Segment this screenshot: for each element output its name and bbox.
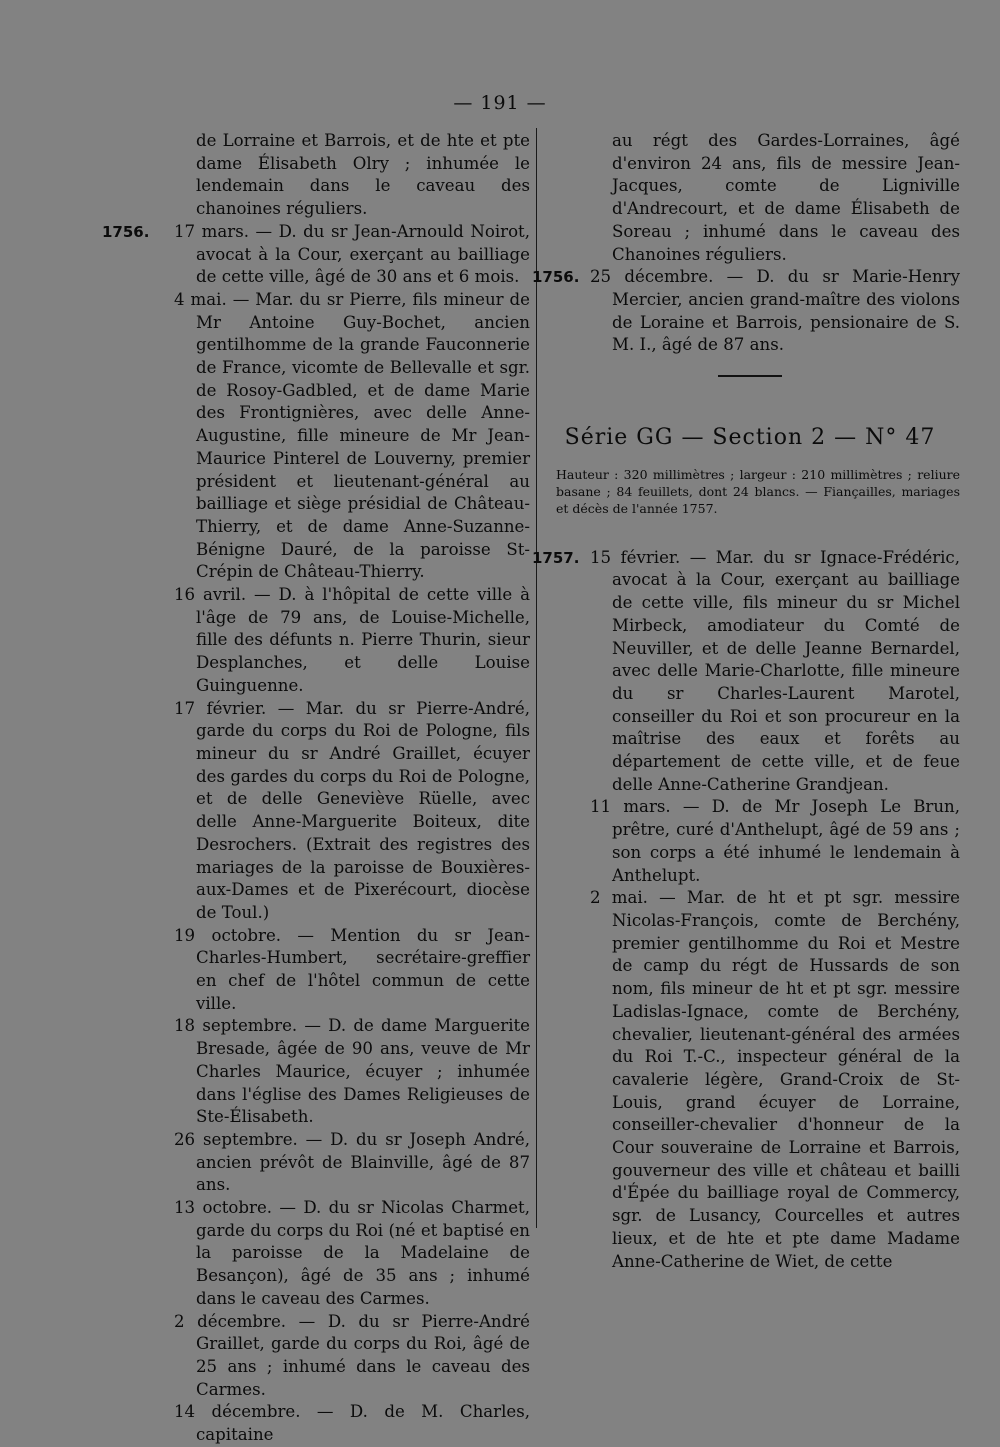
register-entry bbox=[532, 547, 960, 797]
entry-text: 16 avril. — D. à l'hôpital de cette ville à l'âge de 79 ans, de Louise-Michelle, fille des défunts n. Pierre Thurin, sieur Desplanches, et delle Louise Guinguenne. bbox=[174, 585, 530, 695]
register-entry bbox=[110, 1311, 530, 1402]
entry-text: 15 février. — Mar. du sr Ignace-Frédéric, avocat à la Cour, exerçant au bailliage de cette ville, fils mineur du sr Michel Mirbeck, amodiateur du Comté de Neuviller, et de delle Jeanne Bernardel, avec delle Marie-Charlotte, fille mineure du sr Charles-Laurent Marotel, conseiller du Roi et son procureur en la maîtrise des eaux et forêts au département de cette ville, et de feue delle Anne-Catherine Grandjean. bbox=[590, 547, 960, 794]
entry-year: 1756. bbox=[532, 268, 580, 287]
section-title: Série GG — Section 2 — N° 47 bbox=[564, 425, 936, 451]
entry-text: 25 décembre. — D. du sr Marie-Henry Mercier, ancien grand-maître des violons de Loraine et Barrois, pensionaire de S. M. I., âgé de 87 ans. bbox=[590, 267, 960, 355]
entry-text: 4 mai. — Mar. du sr Pierre, fils mineur de Mr Antoine Guy-Bochet, ancien gentilhomme de la grande Fauconnerie de France, vicomte de Bellevalle et sgr. de Rosoy-Gadbled, et de dame Marie des Frontignières, avec delle Anne-Augustine, fille mineure de Mr Jean-Maurice Pinterel de Louverny, premier président et lieutenant-général au bailliage et siège présidial de Château-Thierry, et de dame Anne-Suzanne-Bénigne Dauré, de la paroisse St-Crépin de Château-Thierry. bbox=[174, 289, 530, 582]
right-column bbox=[532, 130, 960, 1273]
left-column bbox=[102, 130, 530, 1447]
entry-text: 17 mars. — D. du sr Jean-Arnould Noirot, avocat à la Cour, exerçant au bailliage de cette ville, âgé de 30 ans et 6 mois. bbox=[174, 221, 530, 287]
register-entry bbox=[540, 796, 960, 887]
register-entry bbox=[102, 221, 530, 289]
register-entry bbox=[540, 130, 960, 266]
entry-text: 11 mars. — D. de Mr Joseph Le Brun, prêtre, curé d'Anthelupt, âgé de 59 ans ; son corps a été inhumé le lendemain à Anthelupt. bbox=[590, 797, 960, 885]
section-description: Hauteur : 320 millimètres ; largeur : 210 millimètres ; reliure basane ; 84 feuillets, dont 24 blancs. — Fiançailles, mariages et décès de l'année 1757. bbox=[556, 466, 960, 516]
register-entry bbox=[540, 887, 960, 1273]
entry-text: 14 décembre. — D. de M. Charles, capitaine bbox=[174, 1402, 530, 1445]
right-column-entries-top bbox=[532, 130, 960, 357]
entry-year: 1757. bbox=[532, 548, 580, 567]
entry-text: 19 octobre. — Mention du sr Jean-Charles-Humbert, secrétaire-greffier en chef de l'hôtel commun de cette ville. bbox=[174, 925, 530, 1013]
column-divider bbox=[536, 128, 537, 1228]
register-entry bbox=[110, 1129, 530, 1197]
register-entry bbox=[110, 584, 530, 698]
entry-text: 26 septembre. — D. du sr Joseph André, ancien prévôt de Blainville, âgé de 87 ans. bbox=[174, 1129, 530, 1195]
entry-text: au régt des Gardes-Lorraines, âgé d'environ 24 ans, fils de messire Jean-Jacques, comte de Ligniville d'Andrecourt, et de dame Élisabeth de Soreau ; inhumé dans le caveau des Chanoines réguliers. bbox=[612, 131, 960, 264]
separator-rule bbox=[718, 375, 782, 377]
entry-text: 2 mai. — Mar. de ht et pt sgr. messire Nicolas-François, comte de Berchény, premier gentilhomme du Roi et Mestre de camp du régt de Hussards de son nom, fils mineur de ht et pt sgr. messire Ladislas-Ignace, comte de Berchény, chevalier, lieutenant-général des armées du Roi T.-C., inspecteur général de la cavalerie légère, Grand-Croix de St-Louis, grand écuyer de Lorraine, conseiller-chevalier d'honneur de la Cour souveraine de Lorraine et Barrois, gouverneur des ville et château et bailli d'Épée du bailliage royal de Commercy, sgr. de Lusancy, Courcelles et autres lieux, et de hte et pte dame Madame Anne-Catherine de Wiet, de cette bbox=[590, 888, 960, 1271]
right-column-entries-bottom bbox=[532, 547, 960, 1274]
register-entry bbox=[110, 130, 530, 221]
register-entry bbox=[110, 698, 530, 925]
register-entry bbox=[110, 1197, 530, 1311]
entry-text: 17 février. — Mar. du sr Pierre-André, garde du corps du Roi de Pologne, fils mineur du sr André Graillet, écuyer des gardes du corps du Roi de Pologne, et de delle Geneviève Rüelle, avec delle Anne-Marguerite Boiteux, dite Desrochers. (Extrait des registres des mariages de la paroisse de Bouxières-aux-Dames et de Pixerécourt, diocèse de Toul.) bbox=[174, 698, 530, 922]
entry-text: de Lorraine et Barrois, et de hte et pte dame Élisabeth Olry ; inhumée le lendemain dans le caveau des chanoines réguliers. bbox=[196, 131, 530, 219]
entry-text: 13 octobre. — D. du sr Nicolas Charmet, garde du corps du Roi (né et baptisé en la paroisse de la Madelaine de Besançon), âgé de 35 ans ; inhumé dans le caveau des Carmes. bbox=[174, 1198, 530, 1308]
register-entry bbox=[110, 925, 530, 1016]
register-entry bbox=[110, 1401, 530, 1446]
entry-year: 1756. bbox=[102, 222, 150, 241]
register-entry bbox=[110, 289, 530, 584]
register-entry bbox=[532, 266, 960, 357]
page-number: — 191 — bbox=[453, 92, 547, 114]
entry-text: 2 décembre. — D. du sr Pierre-André Graillet, garde du corps du Roi, âgé de 25 ans ; inhumé dans le caveau des Carmes. bbox=[174, 1311, 530, 1399]
entry-text: 18 septembre. — D. de dame Marguerite Bresade, âgée de 90 ans, veuve de Mr Charles Maurice, écuyer ; inhumée dans l'église des Dames Religieuses de Ste-Élisabeth. bbox=[174, 1016, 530, 1127]
register-entry bbox=[110, 1015, 530, 1129]
